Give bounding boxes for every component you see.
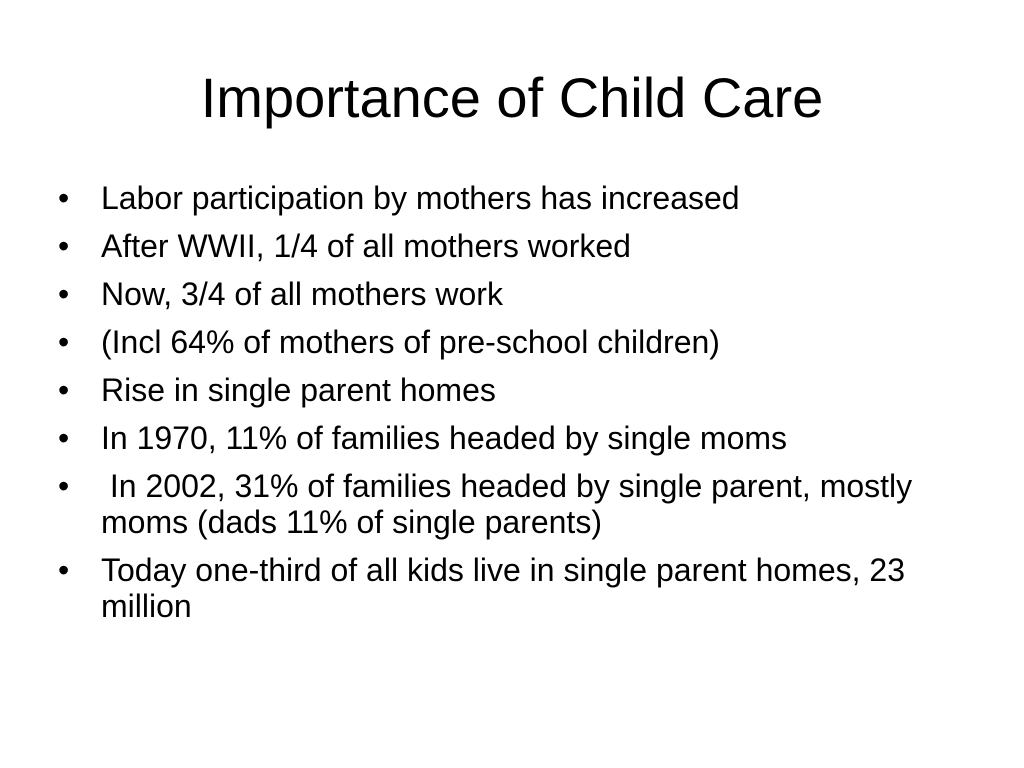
bullet-text: Today one-third of all kids live in single parent homes, 23 million: [101, 552, 905, 624]
bullet-icon: •: [58, 324, 70, 360]
list-item: [58, 468, 988, 540]
list-item: [58, 324, 988, 360]
bullet-icon: •: [58, 276, 70, 312]
bullet-text: (Incl 64% of mothers of pre-school children): [101, 324, 720, 360]
bullet-text: In 1970, 11% of families headed by single moms: [101, 420, 788, 456]
bullet-icon: •: [58, 228, 70, 264]
bullet-list: [58, 180, 988, 636]
list-item: [58, 276, 988, 312]
bullet-text: Now, 3/4 of all mothers work: [101, 276, 503, 312]
list-item: [58, 228, 988, 264]
bullet-icon: •: [58, 420, 70, 456]
bullet-text: In 2002, 31% of families headed by single parent, mostly moms (dads 11% of single parents): [101, 468, 922, 540]
bullet-icon: •: [58, 552, 70, 588]
bullet-icon: •: [58, 180, 70, 216]
list-item: [58, 552, 988, 624]
bullet-icon: •: [58, 468, 70, 504]
slide-title: Importance of Child Care: [200, 66, 824, 129]
bullet-text: Labor participation by mothers has increased: [101, 180, 740, 216]
bullet-text: Rise in single parent homes: [101, 372, 496, 408]
list-item: [58, 180, 988, 216]
bullet-text: After WWII, 1/4 of all mothers worked: [101, 228, 631, 264]
bullet-icon: •: [58, 372, 70, 408]
list-item: [58, 420, 988, 456]
list-item: [58, 372, 988, 408]
